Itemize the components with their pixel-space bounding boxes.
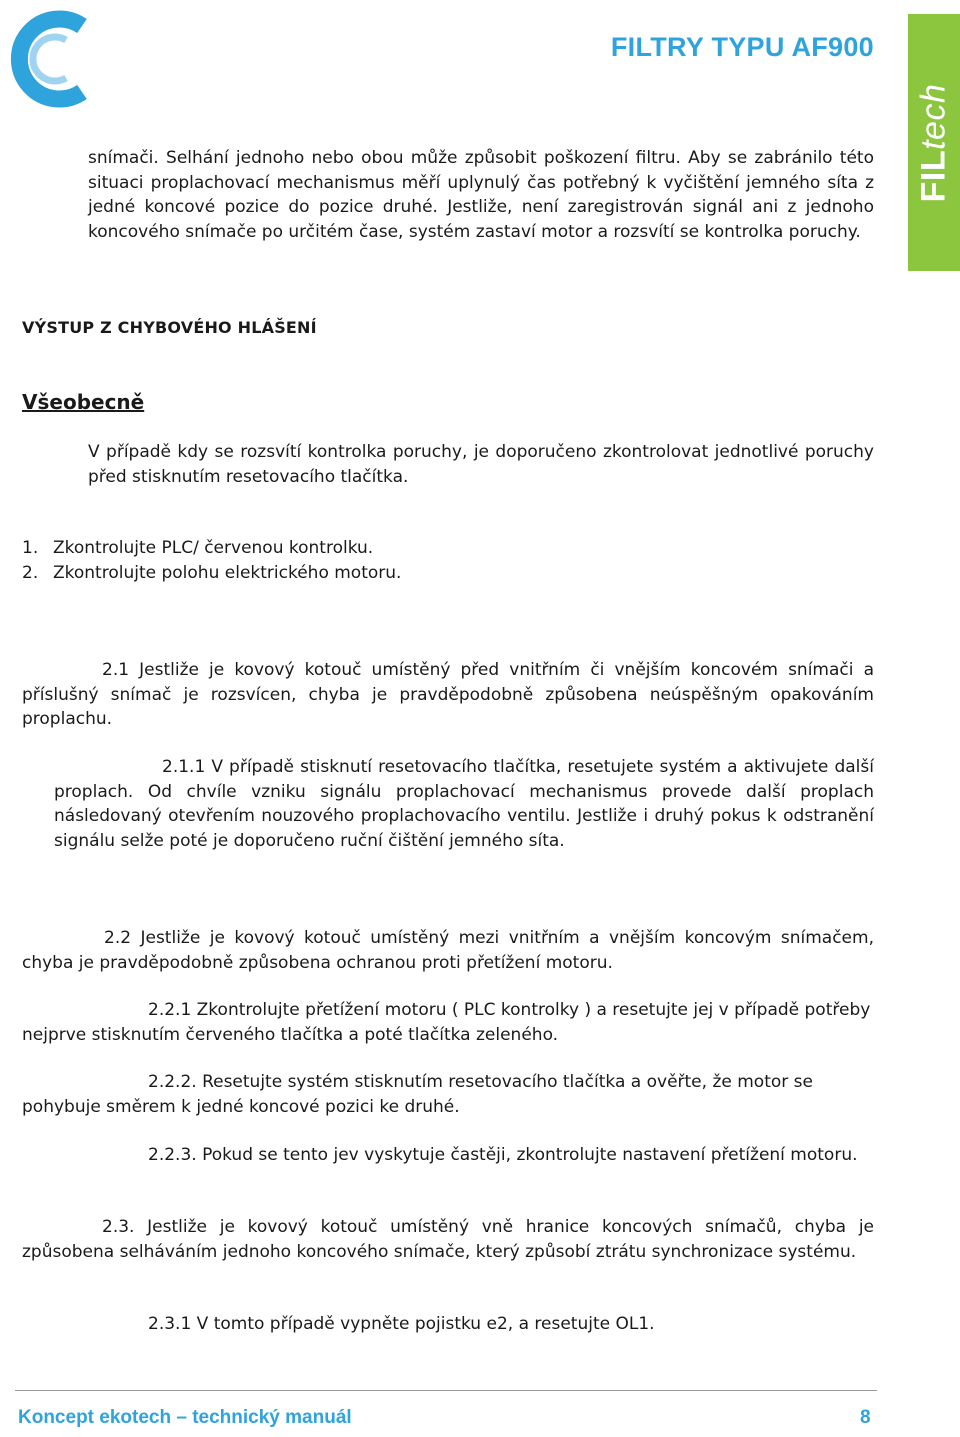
paragraph-2-1-1: 2.1.1 V případě stisknutí resetovacího tlačítka, resetujete systém a aktivujete další proplach. Od chvíle vzniku signálu proplachovací mechanismus provede další proplach následovaný otevřením nouzového proplachovacího ventilu. Jestliže i druhý pokus k odstranění signálu selže poté je doporučeno ruční čištění jemného síta. bbox=[54, 757, 874, 851]
footer-title: Koncept ekotech – technický manuál bbox=[18, 1407, 352, 1428]
list-item-text: Zkontrolujte polohu elektrického motoru. bbox=[53, 563, 402, 583]
subheading-general: Všeobecně bbox=[22, 390, 145, 414]
page-number: 8 bbox=[860, 1407, 871, 1428]
company-logo-icon bbox=[4, 4, 100, 114]
brand-prefix: FIL bbox=[914, 149, 953, 202]
paragraph-2-3: 2.3. Jestliže je kovový kotouč umístěný vně hranice koncových snímačů, chyba je způsobena selháváním jednoho koncového snímače, který způsobí ztrátu synchronizace systému. bbox=[22, 1217, 874, 1262]
brand-accent: tech bbox=[914, 83, 953, 150]
side-brand-text bbox=[915, 83, 954, 202]
paragraph-2-3-1: 2.3.1 V tomto případě vypněte pojistku e2, a resetujte OL1. bbox=[148, 1314, 655, 1334]
list-item bbox=[22, 561, 401, 586]
list-item-text: Zkontrolujte PLC/ červenou kontrolku. bbox=[53, 538, 374, 558]
list-item-number: 1. bbox=[22, 538, 39, 558]
paragraph-2-2-3: 2.2.3. Pokud se tento jev vyskytuje častěji, zkontrolujte nastavení přetížení motoru. bbox=[148, 1145, 858, 1165]
paragraph-2-2: 2.2 Jestliže je kovový kotouč umístěný mezi vnitřním a vnějším koncovým snímačem, chyba je pravděpodobně způsobena ochranou proti přetížení motoru. bbox=[22, 928, 874, 973]
list-item-number: 2. bbox=[22, 563, 39, 583]
list-item bbox=[22, 536, 401, 561]
paragraph-2-2-1: 2.2.1 Zkontrolujte přetížení motoru ( PLC kontrolky ) a resetujte jej v případě potřeby nejprve stisknutím červeného tlačítka a poté tlačítka zeleného. bbox=[22, 1000, 871, 1045]
section-heading: VÝSTUP Z CHYBOVÉHO HLÁŠENÍ bbox=[22, 318, 317, 337]
general-paragraph: V případě kdy se rozsvítí kontrolka poruchy, je doporučeno zkontrolovat jednotlivé poruchy před stisknutím resetovacího tlačítka. bbox=[88, 442, 874, 487]
footer-divider bbox=[15, 1390, 877, 1391]
paragraph-2-1: 2.1 Jestliže je kovový kotouč umístěný před vnitřním či vnějším koncovém snímači a příslušný snímač je rozsvícen, chyba je pravděpodobně způsobena neúspěšným opakováním proplachu. bbox=[22, 660, 874, 729]
document-title: FILTRY TYPU AF900 bbox=[610, 32, 874, 62]
check-list bbox=[22, 536, 401, 586]
intro-paragraph: snímači. Selhání jednoho nebo obou může způsobit poškození filtru. Aby se zabránilo této situaci proplachovací mechanismus měří uplynulý čas potřebný k vyčištění jemného síta z jedné koncové pozice do pozice druhé. Jestliže, není zaregistrován signál ani z jednoho koncového snímače po určitém čase, systém zastaví motor a rozsvítí se kontrolka poruchy. bbox=[88, 148, 874, 242]
paragraph-2-2-2: 2.2.2. Resetujte systém stisknutím resetovacího tlačítka a ověřte, že motor se pohybuje směrem k jedné koncové pozici ke druhé. bbox=[22, 1072, 813, 1117]
side-brand-tab bbox=[908, 14, 960, 271]
